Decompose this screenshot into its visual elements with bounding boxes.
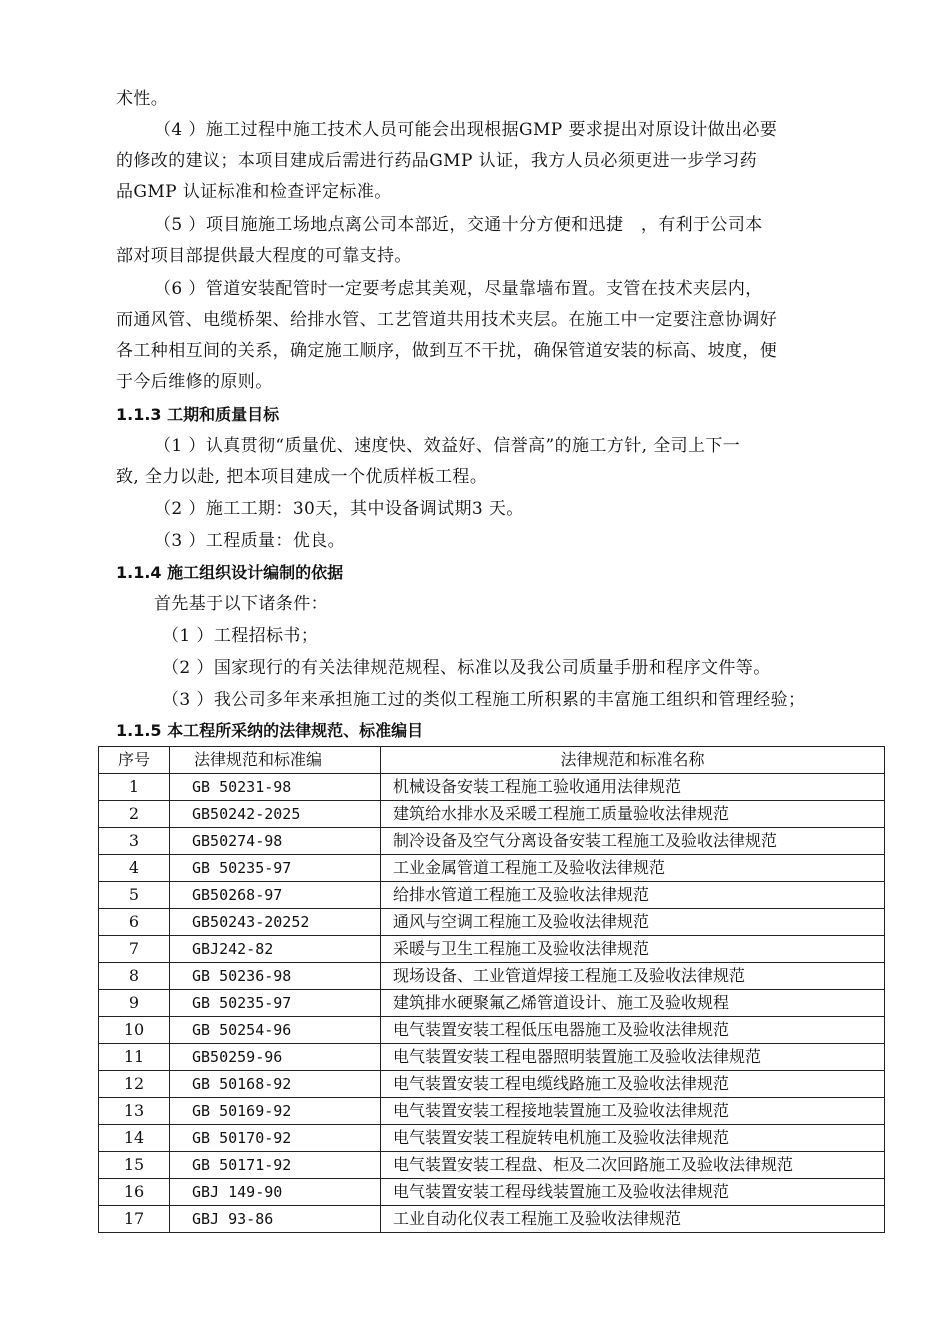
row-serial-number: 4 [99, 855, 170, 882]
header-serial-number: 序号 [99, 747, 170, 774]
table-row [99, 1098, 885, 1125]
table-row [99, 801, 885, 828]
row-serial-number: 3 [99, 828, 170, 855]
table-header-row [99, 747, 885, 774]
row-serial-number: 7 [99, 936, 170, 963]
row-standard-code: GB50274-98 [170, 828, 381, 855]
table-row [99, 990, 885, 1017]
row-standard-code: GB 50235-97 [170, 990, 381, 1017]
goal-3: （3 ）工程质量：优良。 [154, 531, 346, 551]
section-heading-1-1-5: 1.1.5 本工程所采纳的法律规范、标准编目 [116, 721, 424, 740]
row-serial-number: 16 [99, 1179, 170, 1206]
table-row [99, 909, 885, 936]
table-row [99, 1017, 885, 1044]
paragraph-5-line-2: 部对项目部提供最大程度的可靠支持。 [116, 246, 412, 266]
row-standard-name: 机械设备安装工程施工验收通用法律规范 [381, 774, 885, 801]
row-serial-number: 5 [99, 882, 170, 909]
row-serial-number: 14 [99, 1125, 170, 1152]
standards-table [98, 746, 885, 1233]
row-serial-number: 13 [99, 1098, 170, 1125]
row-standard-name: 电气装置安装工程旋转电机施工及验收法律规范 [381, 1125, 885, 1152]
table-row [99, 774, 885, 801]
row-standard-name: 电气装置安装工程电器照明装置施工及验收法律规范 [381, 1044, 885, 1071]
row-standard-name: 建筑排水硬聚氟乙烯管道设计、施工及验收规程 [381, 990, 885, 1017]
table-body [99, 774, 885, 1233]
row-standard-name: 电气装置安装工程低压电器施工及验收法律规范 [381, 1017, 885, 1044]
row-standard-code: GB50268-97 [170, 882, 381, 909]
paragraph-6-line-2: 而通风管、电缆桥架、给排水管、工艺管道共用技术夹层。在施工中一定要注意协调好 [116, 310, 778, 330]
section-heading-1-1-3: 1.1.3 工期和质量目标 [116, 405, 280, 424]
header-standard-name: 法律规范和标准名称 [381, 747, 885, 774]
row-standard-code: GBJ 93-86 [170, 1206, 381, 1233]
paragraph-6-line-4: 于今后维修的原则。 [116, 372, 273, 392]
table-row [99, 1071, 885, 1098]
row-standard-code: GB 50231-98 [170, 774, 381, 801]
goal-1-line-2: 致, 全力以赴, 把本项目建成一个优质样板工程。 [116, 467, 488, 487]
row-standard-name: 工业自动化仪表工程施工及验收法律规范 [381, 1206, 885, 1233]
row-serial-number: 17 [99, 1206, 170, 1233]
table-row [99, 936, 885, 963]
table-row [99, 1044, 885, 1071]
section-heading-1-1-4: 1.1.4 施工组织设计编制的依据 [116, 563, 344, 582]
goal-2: （2 ）施工工期：30天，其中设备调试期3 天。 [154, 499, 524, 519]
paragraph-4-line-3: 品GMP 认证标准和检查评定标准。 [116, 182, 392, 202]
row-standard-code: GB 50168-92 [170, 1071, 381, 1098]
row-serial-number: 9 [99, 990, 170, 1017]
paragraph-4-line-1: （4 ）施工过程中施工技术人员可能会出现根据GMP 要求提出对原设计做出必要 [154, 120, 778, 140]
row-standard-code: GB50243-20252 [170, 909, 381, 936]
basis-intro: 首先基于以下诸条件： [154, 594, 328, 614]
header-standard-code: 法律规范和标准编 [170, 747, 381, 774]
row-standard-code: GB 50236-98 [170, 963, 381, 990]
basis-item-2: （2 ）国家现行的有关法律规范规程、标准以及我公司质量手册和程序文件等。 [162, 658, 771, 678]
goal-1-line-1: （1 ）认真贯彻“质量优、速度快、效益好、信誉高”的施工方针, 全司上下一 [154, 436, 741, 456]
table-row [99, 963, 885, 990]
row-serial-number: 2 [99, 801, 170, 828]
table-row [99, 1125, 885, 1152]
table-row [99, 882, 885, 909]
row-standard-name: 电气装置安装工程盘、柜及二次回路施工及验收法律规范 [381, 1152, 885, 1179]
row-standard-code: GB 50235-97 [170, 855, 381, 882]
row-standard-name: 给排水管道工程施工及验收法律规范 [381, 882, 885, 909]
row-serial-number: 8 [99, 963, 170, 990]
paragraph-5-line-1: （5 ）项目施施工场地点离公司本部近，交通十分方便和迅捷 ，有利于公司本 [154, 215, 763, 235]
row-standard-code: GB 50169-92 [170, 1098, 381, 1125]
row-standard-name: 电气装置安装工程接地装置施工及验收法律规范 [381, 1098, 885, 1125]
basis-item-1: （1 ）工程招标书； [162, 626, 319, 646]
row-serial-number: 10 [99, 1017, 170, 1044]
row-serial-number: 11 [99, 1044, 170, 1071]
basis-item-3: （3 ）我公司多年来承担施工过的类似工程施工所积累的丰富施工组织和管理经验； [162, 690, 806, 710]
row-standard-code: GB 50171-92 [170, 1152, 381, 1179]
row-standard-name: 建筑给水排水及采暖工程施工质量验收法律规范 [381, 801, 885, 828]
row-serial-number: 12 [99, 1071, 170, 1098]
table-row [99, 855, 885, 882]
row-standard-name: 电气装置安装工程母线装置施工及验收法律规范 [381, 1179, 885, 1206]
row-standard-name: 现场设备、工业管道焊接工程施工及验收法律规范 [381, 963, 885, 990]
table-row [99, 1179, 885, 1206]
paragraph-6-line-3: 各工种相互间的关系，确定施工顺序，做到互不干扰，确保管道安装的标高、坡度，便 [116, 341, 778, 361]
table-row [99, 1152, 885, 1179]
row-standard-code: GBJ 149-90 [170, 1179, 381, 1206]
row-standard-code: GB 50254-96 [170, 1017, 381, 1044]
paragraph-4-line-2: 的修改的建议；本项目建成后需进行药品GMP 认证，我方人员必须更进一步学习药 [116, 151, 758, 171]
row-standard-code: GB50259-96 [170, 1044, 381, 1071]
row-standard-code: GB50242-2025 [170, 801, 381, 828]
table-row [99, 828, 885, 855]
row-serial-number: 6 [99, 909, 170, 936]
row-standard-name: 采暖与卫生工程施工及验收法律规范 [381, 936, 885, 963]
row-standard-code: GB 50170-92 [170, 1125, 381, 1152]
row-standard-name: 工业金属管道工程施工及验收法律规范 [381, 855, 885, 882]
row-standard-name: 通风与空调工程施工及验收法律规范 [381, 909, 885, 936]
paragraph-continuation: 术性。 [116, 89, 169, 109]
row-serial-number: 15 [99, 1152, 170, 1179]
row-serial-number: 1 [99, 774, 170, 801]
table-row [99, 1206, 885, 1233]
row-standard-name: 电气装置安装工程电缆线路施工及验收法律规范 [381, 1071, 885, 1098]
row-standard-name: 制冷设备及空气分离设备安装工程施工及验收法律规范 [381, 828, 885, 855]
row-standard-code: GBJ242-82 [170, 936, 381, 963]
paragraph-6-line-1: （6 ）管道安装配管时一定要考虑其美观，尽量靠墙布置。支管在技术夹层内， [154, 279, 763, 299]
